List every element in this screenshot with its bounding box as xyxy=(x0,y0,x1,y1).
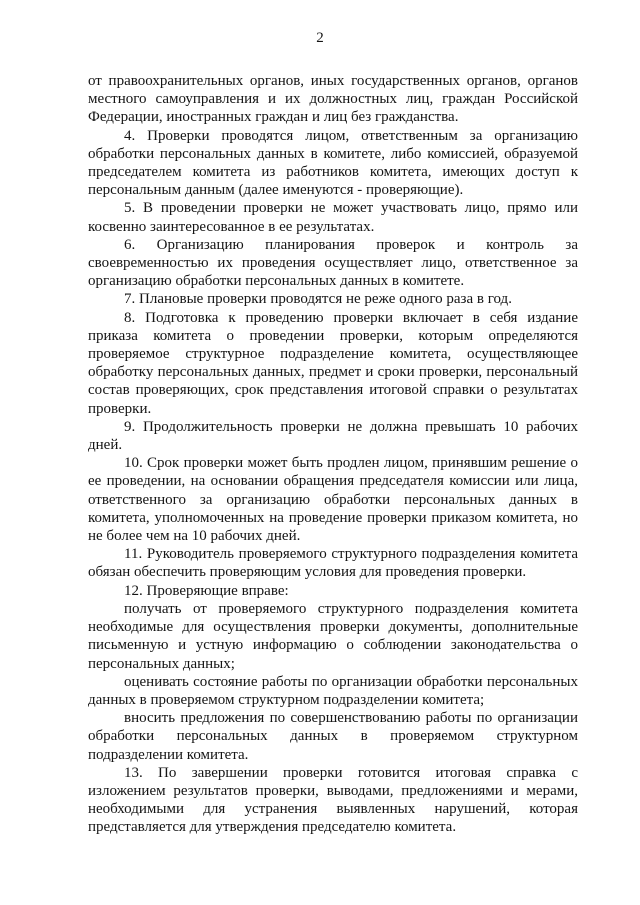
paragraph-item-5: 5. В проведении проверки не может участвовать лицо, прямо или косвенно заинтересованное в ее результатах. xyxy=(88,200,578,235)
paragraph-right-3: вносить предложения по совершенствованию работы по организации обработки персональных данных в проверяемом структурном подразделении комитета. xyxy=(88,710,578,763)
paragraph-item-12: 12. Проверяющие вправе: xyxy=(124,582,289,599)
paragraph-item-13: 13. По завершении проверки готовится итоговая справка с изложением результатов проверки, выводами, предложениями и мерами, необходимыми для устранения выявленных нарушений, которая представляется для утверждения председателю комитета. xyxy=(88,764,578,836)
paragraph-right-1: получать от проверяемого структурного подразделения комитета необходимые для осуществления проверки документы, дополнительные письменную и устную информацию о соблюдении законодательства о персональных данных; xyxy=(88,600,578,672)
paragraph-item-7: 7. Плановые проверки проводятся не реже одного раза в год. xyxy=(124,291,512,308)
paragraph-item-4: 4. Проверки проводятся лицом, ответственным за организацию обработки персональных данных в комитете, либо комиссией, образуемой председателем комитета из работников комитета, имеющих доступ к персональным данным (далее именуются - проверяющие). xyxy=(88,127,578,199)
paragraph-right-2: оценивать состояние работы по организации обработки персональных данных в проверяемом структурном подразделении комитета; xyxy=(88,673,578,708)
paragraph-item-9: 9. Продолжительность проверки не должна превышать 10 рабочих дней. xyxy=(88,418,578,454)
paragraph-item-8: 8. Подготовка к проведению проверки включает в себя издание приказа комитета о проведении проверки, которым определяются проверяемое структурное подразделение комитета, осуществляющее обработку персональных данных, предмет и сроки проверки, персональный состав проверяющих, срок представления итоговой справки о результатах проверки. xyxy=(88,309,578,417)
paragraph-item-6: 6. Организацию планирования проверок и контроль за своевременностью их проведения осуществляет лицо, ответственное за организацию обработки персональных данных в комитете. xyxy=(88,236,578,290)
document-body xyxy=(88,72,578,837)
paragraph-item-10: 10. Срок проверки может быть продлен лицом, принявшим решение о ее проведении, на основании обращения председателя комиссии или лица, ответственного за организацию обработки персональных данных в комитета, уполномоченных на проведение проверки приказом комитета, но не более чем на 10 рабочих дней. xyxy=(88,455,578,545)
paragraph-item-11: 11. Руководитель проверяемого структурного подразделения комитета обязан обеспечить проверяющим условия для проведения проверки. xyxy=(88,546,578,581)
paragraph-continuation: от правоохранительных органов, иных государственных органов, органов местного самоуправления и их должностных лиц, граждан Российской Федерации, иностранных граждан и лиц без гражданства. xyxy=(88,73,578,126)
page-number: 2 xyxy=(316,30,324,46)
